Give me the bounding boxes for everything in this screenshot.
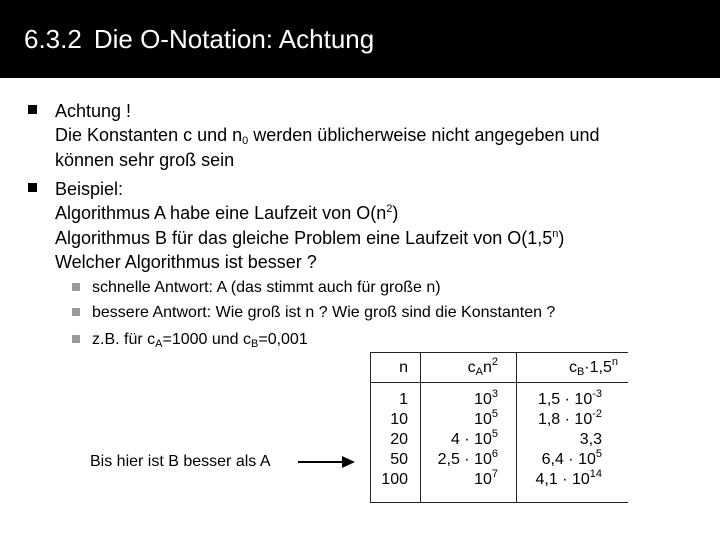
bullet-achtung-line3: können sehr groß sein <box>55 150 235 170</box>
table-divider-2 <box>516 352 517 503</box>
table-top-rule <box>370 352 628 353</box>
column-n <box>372 390 408 490</box>
bullet-achtung-line2: Die Konstanten c und $n_0$ werden üblicherweise nicht angegeben und <box>55 125 600 147</box>
table-cell-cb: 3,3 <box>579 431 602 448</box>
title-text: Die O-Notation: Achtung <box>93 24 375 54</box>
table-left-rule <box>370 352 371 503</box>
table-cell-n: 100 <box>381 471 408 488</box>
table-cell-ca: $4 \cdot 10^5$ <box>450 428 498 448</box>
table-divider-1 <box>420 352 421 503</box>
bullet-beispiel-line2: Algorithmus A habe eine Laufzeit von $O(n^2)$ <box>55 203 399 223</box>
subbullet-beispiel-konstanten: z.B. für $c_A=1000$ und $c_B=0,001$ <box>92 331 308 350</box>
bullet-marker <box>28 183 37 192</box>
table-cell-ca: $10^3$ <box>474 388 498 408</box>
table-cell-n: 1 <box>399 391 408 408</box>
subbullet-marker <box>72 283 80 291</box>
column-ca-n2 <box>422 390 498 490</box>
header-n: n <box>399 359 408 376</box>
subbullet-bessere-antwort: bessere Antwort: Wie groß ist n ? Wie groß sind die Konstanten ? <box>92 304 556 321</box>
bullet-beispiel-line4: Welcher Algorithmus ist besser ? <box>55 252 317 272</box>
table-header-rule <box>370 382 628 383</box>
bullet-achtung-head: Achtung ! <box>55 101 132 121</box>
annotation-text: Bis hier ist B besser als A <box>90 453 271 470</box>
subbullet-marker <box>72 308 80 316</box>
bullet-beispiel-line3: Algorithmus B für das gleiche Problem eine Laufzeit von O(1,5$^n$) <box>55 228 565 248</box>
arrow-right-icon <box>298 454 356 470</box>
bullet-marker <box>28 105 37 114</box>
table-cell-cb: $1,8 \cdot 10^{-2}$ <box>537 408 602 428</box>
table-cell-n: 10 <box>390 411 408 428</box>
table-cell-n: 50 <box>390 451 408 468</box>
table-cell-cb: $4,1 \cdot 10^{14}$ <box>535 468 602 488</box>
title-number: 6.3.2 <box>24 24 82 54</box>
table-cell-cb: $1,5 \cdot 10^{-3}$ <box>537 388 602 408</box>
title-bar <box>0 0 720 78</box>
table-cell-cb: $6,4 \cdot 10^5$ <box>541 448 602 468</box>
column-cb-15n <box>518 390 602 490</box>
table-bottom-rule <box>370 502 628 503</box>
table-cell-n: 20 <box>390 431 408 448</box>
subbullet-schnelle-antwort: schnelle Antwort: A (das stimmt auch für große n) <box>92 279 441 296</box>
slide-title <box>24 24 374 55</box>
table-cell-ca: $10^5$ <box>474 408 498 428</box>
table-cell-ca: $2,5 \cdot 10^6$ <box>437 448 498 468</box>
header-ca-n2: $c_An^2$ <box>467 356 498 378</box>
table-cell-ca: $10^7$ <box>474 468 498 488</box>
subbullet-marker <box>72 335 80 343</box>
bullet-beispiel-head: Beispiel: <box>55 179 124 199</box>
header-cb-15n: $c_B\cdot 1,5^n$ <box>568 356 618 378</box>
